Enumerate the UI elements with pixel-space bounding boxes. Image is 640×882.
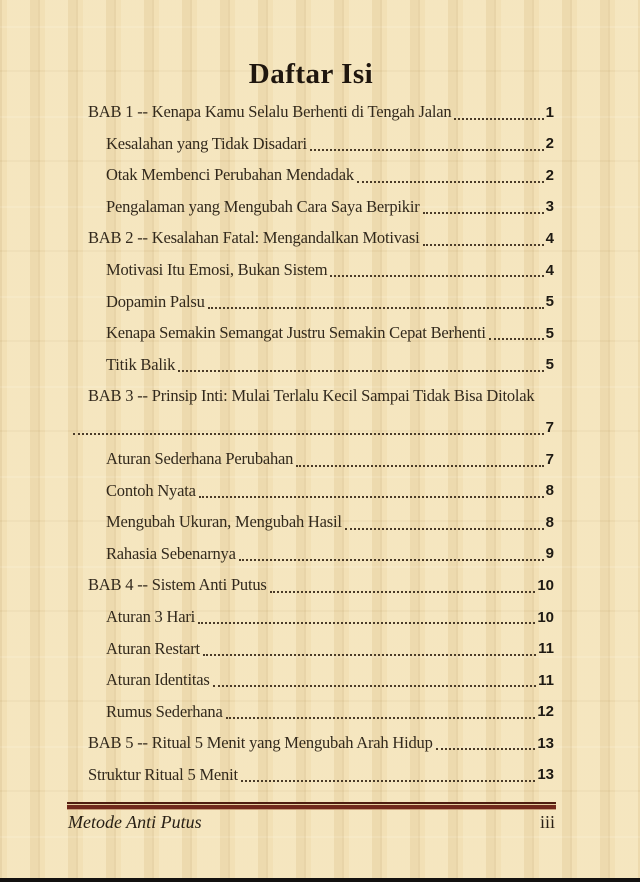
toc-entry[interactable]: [68, 442, 554, 474]
toc-entry[interactable]: [68, 316, 554, 348]
toc-entry-label: Aturan Restart: [106, 638, 200, 658]
toc-entry-page: 3: [545, 198, 554, 216]
toc-entry-label: Titik Balik: [106, 354, 176, 374]
dot-leader: [178, 367, 543, 372]
toc-entry[interactable]: [68, 127, 554, 159]
toc-entry-label: Motivasi Itu Emosi, Bukan Sistem: [106, 259, 328, 279]
footer-page-number: iii: [539, 812, 555, 832]
dot-leader: [489, 335, 544, 340]
toc-entry-page: 10: [537, 577, 554, 594]
dot-leader: [226, 714, 536, 719]
toc-entry-label: BAB 4 -- Sistem Anti Putus: [88, 575, 267, 595]
toc-entry[interactable]: [68, 190, 554, 222]
toc-entry-page: 5: [545, 356, 554, 374]
toc-entry-label: BAB 3 -- Prinsip Inti: Mulai Terlalu Kecil Sampai Tidak Bisa Ditolak: [88, 386, 535, 406]
toc-entry-page: 4: [545, 229, 554, 247]
toc-entry-label: Aturan 3 Hari: [106, 606, 196, 626]
toc-entry-page: 9: [545, 545, 554, 563]
toc-entry[interactable]: [68, 757, 554, 789]
toc-entry-page: 5: [545, 324, 554, 342]
toc-entry[interactable]: [68, 379, 554, 411]
dot-leader: [423, 209, 544, 214]
toc-entry[interactable]: [68, 568, 554, 600]
dot-leader: [198, 619, 535, 624]
dot-leader: [208, 304, 544, 309]
toc-entry-label: Kesalahan yang Tidak Disadari: [106, 133, 307, 153]
toc-entry-page: 13: [537, 734, 554, 752]
page-footer: [68, 812, 555, 833]
toc-entry-page: 2: [545, 166, 554, 184]
dot-leader: [199, 493, 544, 498]
page-title: Daftar Isi: [248, 58, 374, 90]
dot-leader: [203, 651, 536, 656]
toc-entry-page: 5: [545, 293, 554, 311]
toc-entry-label: Kenapa Semakin Semangat Justru Semakin Cepat Berhenti: [106, 323, 486, 343]
toc-entry[interactable]: [68, 663, 554, 695]
toc-entry-label: Rumus Sederhana: [106, 701, 223, 721]
toc-entry[interactable]: [68, 95, 554, 127]
toc-entry-page: 7: [545, 419, 554, 437]
dot-leader: [73, 430, 544, 435]
toc-entry-label: Otak Membenci Perubahan Mendadak: [106, 165, 354, 185]
toc-entry[interactable]: [68, 726, 554, 758]
dot-leader: [213, 682, 537, 687]
toc-entry-page: 12: [537, 703, 554, 721]
toc-entry-page: 8: [545, 482, 554, 500]
toc-entry-label: Aturan Identitas: [106, 670, 210, 690]
toc-entry-page: 11: [538, 640, 554, 658]
toc-entry-page: 10: [537, 608, 554, 626]
toc-entry[interactable]: [68, 600, 554, 632]
toc-entry[interactable]: [68, 505, 554, 537]
toc-entry[interactable]: [68, 253, 554, 285]
dot-leader: [423, 241, 544, 246]
toc-entry-label: Struktur Ritual 5 Menit: [88, 764, 238, 784]
dot-leader: [345, 525, 544, 530]
toc-entry-label: BAB 1 -- Kenapa Kamu Selalu Berhenti di Tengah Jalan: [88, 102, 452, 122]
toc-entry-label: Aturan Sederhana Perubahan: [106, 449, 294, 469]
dot-leader: [296, 462, 543, 467]
toc-entry-label: Pengalaman yang Mengubah Cara Saya Berpikir: [106, 196, 420, 216]
toc-entry-label: Mengubah Ukuran, Mengubah Hasil: [106, 512, 342, 532]
toc-entry-label: Dopamin Palsu: [106, 291, 205, 311]
dot-leader: [454, 115, 543, 120]
dot-leader: [357, 178, 544, 183]
toc-entry[interactable]: [68, 537, 554, 569]
dot-leader: [241, 777, 535, 782]
dot-leader: [310, 146, 544, 151]
toc-entry-label: Contoh Nyata: [106, 480, 196, 500]
footer-book-title: Metode Anti Putus: [68, 812, 202, 832]
toc-entry-label: Rahasia Sebenarnya: [106, 543, 236, 563]
toc-entry-label: BAB 5 -- Ritual 5 Menit yang Mengubah Arah Hidup: [88, 733, 433, 753]
toc-entry-page: 13: [537, 766, 554, 784]
dot-leader: [330, 272, 543, 277]
toc-entry[interactable]: [68, 410, 554, 442]
dot-leader: [436, 745, 536, 750]
toc-entry-page: 4: [545, 261, 554, 279]
dot-leader: [239, 556, 544, 561]
table-of-contents: [68, 95, 554, 789]
toc-entry-page: 8: [545, 513, 554, 531]
toc-entry-page: 1: [545, 103, 554, 121]
footer-rule: [67, 802, 556, 810]
toc-entry-page: 2: [545, 135, 554, 153]
toc-entry-page: 11: [538, 671, 554, 689]
toc-entry[interactable]: [68, 347, 554, 379]
toc-entry-page: 7: [545, 450, 554, 468]
toc-entry[interactable]: [68, 694, 554, 726]
toc-entry[interactable]: [68, 158, 554, 190]
toc-entry-label: BAB 2 -- Kesalahan Fatal: Mengandalkan Motivasi: [88, 228, 420, 248]
screen-bottom-edge: [0, 878, 640, 882]
toc-entry[interactable]: [68, 631, 554, 663]
toc-entry[interactable]: [68, 221, 554, 253]
toc-entry[interactable]: [68, 474, 554, 506]
dot-leader: [270, 588, 536, 593]
toc-entry[interactable]: [68, 284, 554, 316]
